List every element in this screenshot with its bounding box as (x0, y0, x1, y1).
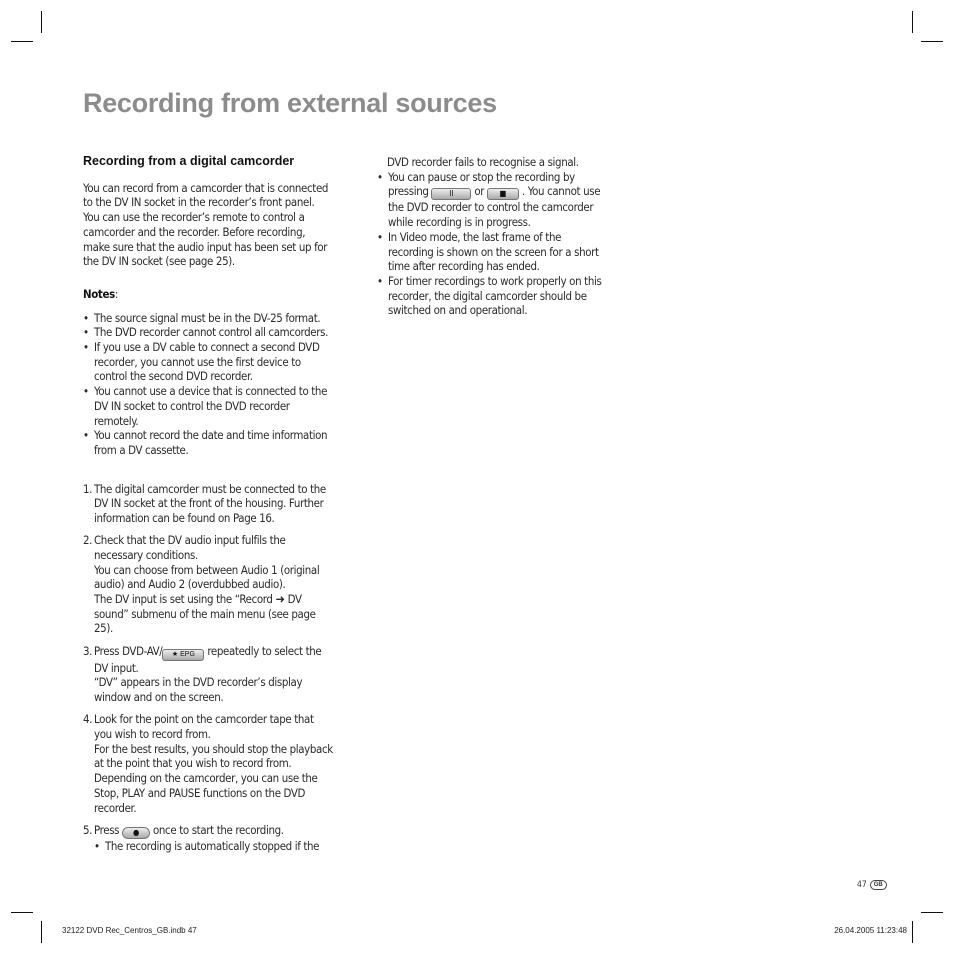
step-text: “DV” appears in the DVD recorder’s display window and on the screen. (94, 675, 303, 705)
notes-colon: : (114, 286, 118, 301)
crop-mark (912, 11, 913, 33)
crop-mark (11, 41, 33, 42)
bullet-text-part: or (471, 184, 488, 199)
step-text: You can choose from between Audio 1 (original audio) and Audio 2 (overdubbed audio). (94, 562, 320, 592)
step-text (94, 592, 333, 636)
crop-mark (921, 912, 943, 913)
step-text (94, 823, 333, 839)
step-text-part: DV sound” submenu of the main menu (see page 25). (94, 592, 316, 636)
step-text-part: once to start the recording. (150, 822, 284, 837)
step-3 (83, 644, 333, 705)
notes-title (83, 287, 333, 302)
crop-mark (41, 921, 42, 943)
step-text: Look for the point on the camcorder tape that you wish to record from. (94, 712, 314, 741)
step-text-part: Press DVD-AV/ (94, 643, 163, 658)
step-number: 1. (83, 481, 93, 496)
page-title: Recording from external sources (83, 88, 497, 118)
note-item: • The DVD recorder cannot control all camcorders. (83, 325, 333, 340)
continuation-text: DVD recorder fails to recognise a signal. (387, 155, 579, 169)
step-5-bullets (94, 839, 333, 854)
note-item: • You cannot record the date and time information from a DV cassette. (83, 428, 333, 457)
step-text: For the best results, you should stop the playback at the point that you wish to record from. Depending on the camcorder, you can use the Stop, PLAY and PAUSE functions on the DVD recorder. (94, 741, 333, 815)
step-2 (83, 533, 333, 636)
crop-mark (921, 41, 943, 42)
step-text-part: The DV input is set using the “Record (94, 592, 273, 607)
crop-mark (912, 921, 913, 943)
bullet-text-part: You can pause or stop the recording by pressing (388, 169, 575, 199)
notes-label: Notes (83, 286, 115, 301)
step-number: 2. (83, 533, 93, 548)
note-item: • The source signal must be in the DV-25 format. (83, 311, 333, 326)
step-number: 5. (83, 822, 93, 837)
pause-button-icon: II (431, 188, 471, 200)
intro-paragraph: You can record from a camcorder that is connected to the DV IN socket in the recorder’s front panel. You can use the recorder’s remote to control a camcorder and the recorder. Before recording, make sure that the audio input has been set up for the DV IN socket (see page 25). (83, 180, 329, 269)
epg-button-icon: ★ EPG (162, 649, 204, 661)
record-button-icon: ● (122, 827, 150, 839)
right-column (377, 155, 607, 318)
step-text: The digital camcorder must be connected to the DV IN socket at the front of the housing. Further information can be found on Page 16. (94, 481, 326, 526)
step-5 (83, 823, 333, 854)
steps-list (83, 482, 333, 854)
bullet-item (377, 170, 607, 230)
page-number: 47 (857, 880, 867, 890)
bullet-item: • For timer recordings to work properly on this recorder, the digital camcorder should be switched on and operational. (377, 274, 607, 318)
bullet-item: • In Video mode, the last frame of the recording is shown on the screen for a short time after recording has ended. (377, 230, 607, 274)
step-1 (83, 482, 333, 526)
crop-mark (41, 11, 42, 33)
arrow-right-icon: ➜ (275, 592, 285, 607)
stop-button-icon: ■ (487, 188, 519, 200)
step-4 (83, 712, 333, 815)
crop-mark (11, 912, 33, 913)
step-number: 3. (83, 643, 93, 658)
step-bullet: • The recording is automatically stopped if the (94, 839, 333, 854)
note-item: • If you use a DV cable to connect a second DVD recorder, you cannot use the first device to control the second DVD recorder. (83, 340, 333, 384)
region-badge: GB (870, 880, 887, 890)
step-text-part: Press (94, 822, 123, 837)
note-item: • You cannot use a device that is connected to the DV IN socket to control the DVD recorder remotely. (83, 384, 333, 428)
step-text (94, 644, 333, 676)
bullet-text-part: . You cannot use the DVD recorder to control the camcorder while recording is in progress. (388, 184, 601, 230)
footer-file: 32122 DVD Rec_Centros_GB.indb 47 (62, 926, 197, 935)
step-text: Check that the DV audio input fulfils the necessary conditions. (94, 533, 286, 562)
page-number-area (857, 880, 887, 890)
footer-timestamp: 26.04.2005 11:23:48 (834, 926, 907, 935)
notes-list (83, 311, 333, 458)
right-bullets (377, 170, 607, 318)
section-heading: Recording from a digital camcorder (83, 154, 295, 168)
left-column (83, 154, 333, 861)
step-number: 4. (83, 712, 93, 727)
step-text-part: repeatedly to select the DV input. (94, 643, 322, 675)
